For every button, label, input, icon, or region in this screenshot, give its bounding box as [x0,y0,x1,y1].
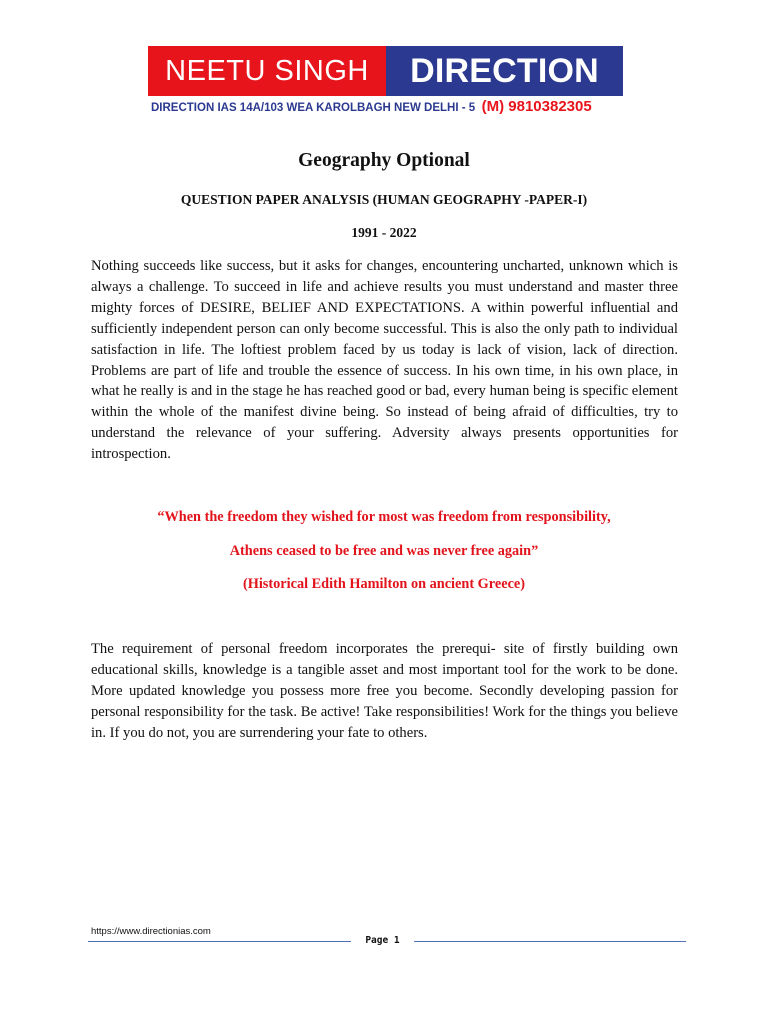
document-subtitle: QUESTION PAPER ANALYSIS (HUMAN GEOGRAPHY -PAPER-I) [180,192,588,207]
footer-website-link[interactable]: https://www.directionias.com [91,926,211,937]
quote-attribution: (Historical Edith Hamilton on ancient Greece) [242,576,526,592]
brand-name-left: NEETU SINGH [148,46,386,96]
intro-paragraph: Nothing succeeds like success, but it asks for changes, encountering uncharted, unknown which is always a challenge. To succeed in life and achieve results you must understand and master three mighty forces of DESIRE, BELIEF AND EXPECTATIONS. A within powerful influential and sufficiently independent person can only become successful. This is also the only path to individual satisfaction in life. The loftiest problem faced by us today is lack of vision, lack of direction. Problems are part of life and trouble the essence of success. In his own time, in his own place, in what he really is and in the stage he has reached good or bad, every human being is specific element within the whole of the manifest divine being. So instead of being afraid of difficulties, try to understand the relevance of your suffering. Adversity always presents opportunities for introspection. [91,258,678,463]
brand-banner [148,46,623,96]
quote-line-1: “When the freedom they wished for most was freedom from responsibility, [157,509,611,525]
page-number: Page 1 [365,935,400,946]
quote-line-2: Athens ceased to be free and was never free again” [229,543,539,559]
institute-address: DIRECTION IAS 14A/103 WEA KAROLBAGH NEW DELHI - 5 [151,102,476,114]
header-address-line [151,98,631,116]
footer-divider-right [414,941,686,942]
brand-name-right: DIRECTION [386,46,623,96]
footer-divider-left [88,941,351,942]
year-range: 1991 - 2022 [351,225,417,240]
contact-phone: (M) 9810382305 [481,98,592,115]
document-title: Geography Optional [298,150,470,171]
freedom-paragraph: The requirement of personal freedom incorporates the prerequi- site of firstly building own educational skills, knowledge is a tangible asset and most important tool for the work to be done. More updated knowledge you possess more free you become. Secondly developing passion for personal responsibility for the task. Be active! Take responsibilities! Work for the things you believe in. If you do not, you are surrendering your fate to others. [91,641,678,741]
